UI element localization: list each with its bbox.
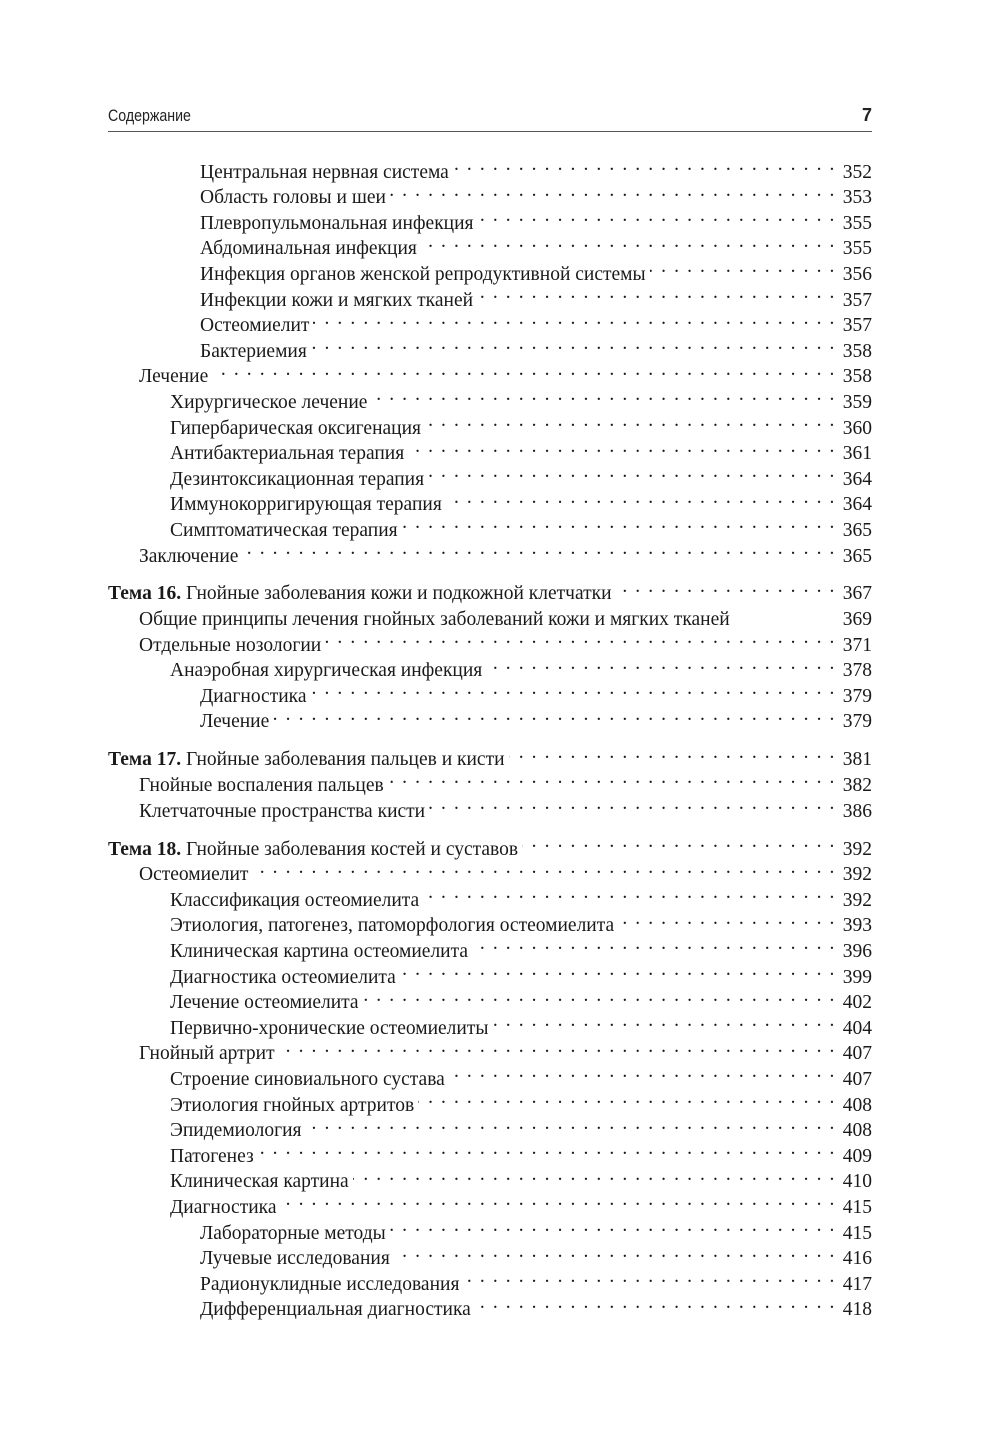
- toc-entry[interactable]: [108, 855, 872, 886]
- toc-entry[interactable]: [108, 1111, 872, 1142]
- dot-leader: [313, 306, 836, 332]
- toc-page-number: 353: [842, 187, 872, 209]
- toc-entry-title: Дифференциальная диагностика: [200, 1299, 471, 1321]
- toc-page-number: 356: [842, 263, 872, 285]
- dot-leader: [242, 536, 836, 562]
- toc-page-number: 361: [842, 443, 872, 465]
- toc-entry[interactable]: [108, 625, 872, 656]
- dot-leader: [353, 1162, 836, 1188]
- toc-entry-title: Иммунокорригирующая терапия: [170, 494, 442, 516]
- toc-entry[interactable]: [108, 178, 872, 209]
- toc-entry-title: Антибактериальная терапия: [170, 443, 405, 465]
- dot-leader: [273, 702, 836, 728]
- toc-entry[interactable]: [108, 152, 872, 183]
- toc-entry[interactable]: [108, 1187, 872, 1218]
- toc-entry-title: Клиническая картина остеомиелита: [170, 940, 469, 962]
- toc-entry-title: Дезинтоксикационная терапия: [170, 468, 425, 490]
- toc-page-number: 407: [842, 1068, 872, 1090]
- dot-leader: [446, 485, 836, 511]
- toc-entry-title: Классификация остеомиелита: [170, 889, 420, 911]
- toc-page-number: 364: [842, 468, 872, 490]
- toc-entry-title: Диагностика: [170, 1196, 277, 1218]
- dot-leader: [616, 574, 836, 600]
- toc-entry-title: Анаэробная хирургическая инфекция: [170, 660, 483, 682]
- toc-page-number: 367: [842, 583, 872, 605]
- dot-leader: [449, 1059, 836, 1085]
- toc-page-number: 355: [842, 238, 872, 260]
- table-of-contents: [108, 152, 872, 1321]
- toc-entry[interactable]: [108, 702, 872, 733]
- dot-leader: [371, 382, 836, 408]
- page-number: 7: [861, 105, 872, 125]
- toc-page-number: 358: [842, 366, 872, 388]
- toc-entry[interactable]: [108, 459, 872, 490]
- toc-entry[interactable]: [108, 1213, 872, 1244]
- theme-number: Тема 18.: [108, 838, 182, 860]
- toc-page-number: 365: [842, 519, 872, 541]
- toc-entry[interactable]: [108, 1290, 872, 1321]
- toc-entry-title: Клиническая картина: [170, 1171, 349, 1193]
- toc-entry-title: Клетчаточные пространства кисти: [139, 800, 426, 822]
- toc-entry-title: Гнойные заболевания пальцев и кисти: [185, 749, 505, 771]
- dot-leader: [486, 651, 836, 677]
- toc-page-number: 408: [842, 1094, 872, 1116]
- dot-leader: [311, 676, 836, 702]
- toc-entry[interactable]: [108, 1264, 872, 1295]
- toc-entry-title: Бактериемия: [200, 340, 307, 362]
- toc-entry[interactable]: [108, 382, 872, 413]
- toc-page-number: 365: [842, 545, 872, 567]
- toc-entry-title: Строение синовиального сустава: [170, 1068, 445, 1090]
- toc-page-number: 408: [842, 1120, 872, 1142]
- toc-page-number: 415: [842, 1222, 872, 1244]
- toc-page-number: 352: [842, 161, 872, 183]
- toc-entry[interactable]: [108, 536, 872, 567]
- toc-entry[interactable]: [108, 306, 872, 337]
- toc-entry[interactable]: [108, 791, 872, 822]
- toc-entry-title: Абдоминальная инфекция: [200, 238, 417, 260]
- theme-number: Тема 17.: [108, 749, 182, 771]
- toc-entry[interactable]: [108, 331, 872, 362]
- toc-entry[interactable]: [108, 1239, 872, 1270]
- dot-leader: [618, 906, 836, 932]
- toc-entry-title: Патогенез: [170, 1145, 254, 1167]
- dot-leader: [394, 1239, 836, 1265]
- toc-page-number: 399: [842, 966, 872, 988]
- toc-entry-title: Диагностика остеомиелита: [170, 966, 396, 988]
- toc-entry[interactable]: [108, 1162, 872, 1193]
- toc-entry-title: Диагностика: [200, 685, 307, 707]
- dot-leader: [425, 408, 836, 434]
- toc-entry[interactable]: [108, 651, 872, 682]
- toc-entry-label: [139, 544, 238, 570]
- toc-entry-title: Лечение: [200, 711, 270, 733]
- toc-entry-title: Инфекции кожи и мягких тканей: [200, 289, 474, 311]
- toc-entry[interactable]: [108, 1136, 872, 1167]
- dot-leader: [418, 1085, 836, 1111]
- toc-page-number: 364: [842, 494, 872, 516]
- toc-page-number: 357: [842, 315, 872, 337]
- dot-leader: [212, 357, 836, 383]
- toc-entry-title: Гнойные воспаления пальцев: [139, 775, 384, 797]
- toc-page-number: 417: [842, 1273, 872, 1295]
- toc-entry-label: [139, 799, 425, 825]
- toc-entry[interactable]: [108, 880, 872, 911]
- toc-entry-label: [200, 1297, 471, 1323]
- toc-entry-title: Заключение: [139, 545, 239, 567]
- toc-entry[interactable]: [108, 906, 872, 937]
- toc-entry[interactable]: [108, 765, 872, 797]
- running-head-title: Содержание: [108, 107, 191, 125]
- toc-page-number: 392: [842, 864, 872, 886]
- toc-page-number: 360: [842, 417, 872, 439]
- dot-leader: [311, 331, 836, 357]
- toc-entry-title: Остеомиелит: [200, 315, 310, 337]
- toc-entry-title: Лучевые исследования: [200, 1248, 390, 1270]
- toc-entry-title: Этиология, патогенез, патоморфология остеомиелита: [170, 915, 615, 937]
- toc-entry[interactable]: [108, 485, 872, 516]
- dot-leader: [478, 203, 836, 229]
- toc-theme-entry[interactable]: [108, 740, 872, 771]
- toc-page-number: 404: [842, 1017, 872, 1039]
- dot-leader: [428, 459, 836, 485]
- toc-entry[interactable]: [108, 1034, 872, 1065]
- dot-leader: [279, 1034, 836, 1060]
- toc-entry[interactable]: [108, 957, 872, 988]
- toc-page-number: 378: [842, 660, 872, 682]
- toc-entry[interactable]: [108, 254, 872, 285]
- toc-entry[interactable]: [108, 599, 872, 631]
- toc-page-number: 402: [842, 992, 872, 1014]
- toc-page-number: 418: [842, 1299, 872, 1321]
- toc-page-number: 409: [842, 1145, 872, 1167]
- dot-leader: [429, 791, 836, 817]
- toc-entry[interactable]: [108, 280, 872, 311]
- toc-entry-title: Гипербарическая оксигенация: [170, 417, 422, 439]
- toc-entry[interactable]: [108, 357, 872, 388]
- toc-entry[interactable]: [108, 203, 872, 234]
- toc-page-number: 379: [842, 685, 872, 707]
- toc-entry-title: Лечение: [139, 366, 209, 388]
- toc-entry[interactable]: [108, 1008, 872, 1039]
- dot-leader: [463, 1264, 836, 1290]
- toc-entry[interactable]: [108, 676, 872, 707]
- dot-leader: [475, 1290, 836, 1316]
- toc-page-number: 392: [842, 838, 872, 860]
- dot-leader: [402, 510, 836, 536]
- dot-leader: [325, 625, 836, 651]
- toc-entry-title: Хирургическое лечение: [170, 391, 368, 413]
- toc-page-number: 410: [842, 1171, 872, 1193]
- toc-entry[interactable]: [108, 931, 872, 962]
- toc-entry-label: [200, 709, 269, 735]
- toc-entry-title: Общие принципы лечения гнойных заболеваний кожи и мягких тканей: [139, 609, 730, 631]
- toc-page-number: 416: [842, 1248, 872, 1270]
- dot-leader: [390, 1213, 836, 1239]
- toc-entry-title: Центральная нервная система: [200, 161, 449, 183]
- dot-leader: [400, 957, 836, 983]
- toc-page-number: 371: [842, 634, 872, 656]
- dot-leader: [509, 740, 836, 766]
- toc-entry-title: Симптоматическая терапия: [170, 519, 398, 541]
- toc-entry-title: Лабораторные методы: [200, 1222, 386, 1244]
- toc-entry-title: Гнойные заболевания кожи и подкожной клетчатки: [185, 583, 612, 605]
- dot-leader: [390, 178, 836, 204]
- toc-page-number: 379: [842, 711, 872, 733]
- dot-leader: [453, 152, 836, 178]
- toc-page-number: 393: [842, 915, 872, 937]
- toc-entry-title: Этиология гнойных артритов: [170, 1094, 415, 1116]
- toc-page-number: 381: [842, 749, 872, 771]
- toc-entry-title: Инфекция органов женской репродуктивной системы: [200, 263, 646, 285]
- dot-leader: [650, 254, 836, 280]
- toc-entry-title: Остеомиелит: [139, 864, 249, 886]
- dot-leader: [388, 765, 836, 791]
- dot-leader: [408, 434, 836, 460]
- toc-entry-title: Отдельные нозологии: [139, 634, 322, 656]
- toc-entry-title: Гнойные заболевания костей и суставов: [185, 838, 519, 860]
- dot-leader: [477, 280, 836, 306]
- toc-page-number: 357: [842, 289, 872, 311]
- dot-leader: [305, 1111, 836, 1137]
- toc-entry-title: Первично-хронические остеомиелиты: [170, 1017, 489, 1039]
- theme-number: Тема 16.: [108, 583, 182, 605]
- toc-page-number: 407: [842, 1043, 872, 1065]
- toc-entry-title: Радионуклидные исследования: [200, 1273, 460, 1295]
- toc-entry[interactable]: [108, 983, 872, 1014]
- dot-leader: [258, 1136, 836, 1162]
- toc-page-number: 355: [842, 212, 872, 234]
- toc-entry-title: Область головы и шеи: [200, 187, 386, 209]
- toc-entry-title: Плевропульмональная инфекция: [200, 212, 474, 234]
- toc-page-number: 369: [842, 609, 872, 631]
- toc-page-number: 415: [842, 1196, 872, 1218]
- toc-entry-title: Гнойный артрит: [139, 1043, 275, 1065]
- toc-entry[interactable]: [108, 1085, 872, 1116]
- toc-theme-entry[interactable]: [108, 574, 872, 605]
- toc-page-number: 396: [842, 940, 872, 962]
- running-head: [108, 104, 872, 132]
- dot-leader: [281, 1187, 836, 1213]
- toc-theme-entry[interactable]: [108, 829, 872, 860]
- toc-page-number: 358: [842, 340, 872, 362]
- toc-page-number: 386: [842, 800, 872, 822]
- toc-page-number: 392: [842, 889, 872, 911]
- dot-leader: [492, 1008, 836, 1034]
- toc-page-number: 359: [842, 391, 872, 413]
- dot-leader: [472, 931, 836, 957]
- toc-entry-title: Эпидемиология: [170, 1120, 302, 1142]
- toc-entry[interactable]: [108, 229, 872, 260]
- dot-leader: [423, 880, 836, 906]
- toc-entry[interactable]: [108, 1059, 872, 1090]
- dot-leader: [421, 229, 836, 255]
- toc-entry-title: Лечение остеомиелита: [170, 992, 359, 1014]
- toc-entry[interactable]: [108, 408, 872, 439]
- toc-page-number: 382: [842, 775, 872, 797]
- dot-leader: [363, 983, 836, 1009]
- toc-entry[interactable]: [108, 434, 872, 465]
- toc-entry[interactable]: [108, 510, 872, 541]
- dot-leader: [252, 855, 836, 881]
- dot-leader: [522, 829, 836, 855]
